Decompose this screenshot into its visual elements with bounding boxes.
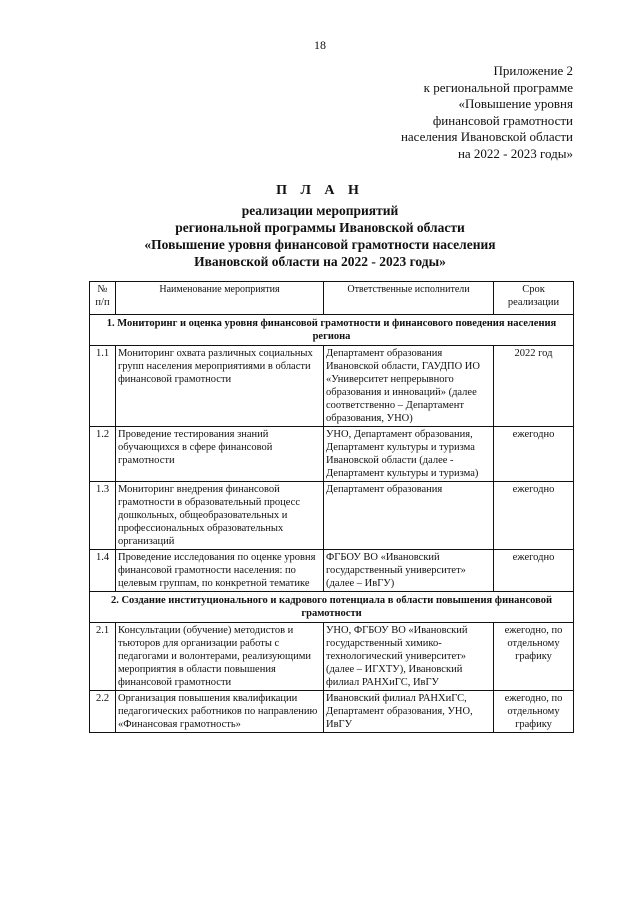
- row-num: 2.1: [90, 623, 116, 691]
- appendix-line: населения Ивановской области: [400, 129, 573, 144]
- row-num: 2.2: [90, 691, 116, 733]
- plan-subtitle-line: региональной программы Ивановской области: [175, 220, 465, 235]
- header-term: Срок реализации: [494, 282, 574, 315]
- section-title: 1. Мониторинг и оценка уровня финансовой грамотности и финансового поведения населения региона: [90, 315, 574, 346]
- row-term: ежегодно, по отдельному графику: [494, 691, 574, 733]
- row-term: ежегодно: [494, 550, 574, 592]
- row-name: Мониторинг внедрения финансовой грамотности в образовательный процесс дошкольных, общеобразовательных и профессиональных образовательных организаций: [116, 482, 324, 550]
- row-num: 1.3: [90, 482, 116, 550]
- plan-subtitle-line: «Повышение уровня финансовой грамотности населения: [144, 237, 496, 252]
- row-name: Организация повышения квалификации педагогических работников по направлению «Финансовая грамотность»: [116, 691, 324, 733]
- plan-title: П Л А Н: [276, 183, 364, 198]
- header-name: Наименование мероприятия: [116, 282, 324, 315]
- row-term: ежегодно: [494, 482, 574, 550]
- section-row: [90, 315, 574, 346]
- row-executors: УНО, Департамент образования, Департамент культуры и туризма Ивановской области (далее - Департамент культуры и туризма): [324, 427, 494, 482]
- row-name: Мониторинг охвата различных социальных групп населения мероприятиями в области финансовой грамотности: [116, 346, 324, 427]
- plan-subtitle-line: Ивановской области на 2022 - 2023 годы»: [194, 254, 446, 269]
- appendix-line: финансовой грамотности: [432, 112, 573, 128]
- plan-subtitle: [0, 202, 640, 270]
- row-term: 2022 год: [494, 346, 574, 427]
- row-executors: Департамент образования Ивановской области, ГАУДПО ИО «Университет непрерывного образования и инноваций» (далее соответственно – Департамент образования, УНО): [324, 346, 494, 427]
- table-row: [90, 346, 574, 427]
- row-executors: Департамент образования: [324, 482, 494, 550]
- header-num: № п/п: [90, 282, 116, 315]
- row-term: ежегодно, по отдельному графику: [494, 623, 574, 691]
- table-row: [90, 550, 574, 592]
- appendix-line: Приложение 2: [493, 63, 573, 78]
- table-row: [90, 482, 574, 550]
- table-row: [90, 623, 574, 691]
- appendix-block: [340, 63, 573, 162]
- row-name: Консультации (обучение) методистов и тьюторов для организации работы с педагогами и волонтерами, реализующими мероприятия в области повышения финансовой грамотности: [116, 623, 324, 691]
- appendix-line: «Повышение уровня: [458, 96, 573, 111]
- row-executors: УНО, ФГБОУ ВО «Ивановский государственный химико-технологический университет» (далее – ИГХТУ), Ивановский филиал РАНХиГС, ИвГУ: [324, 623, 494, 691]
- table-header-row: [90, 282, 574, 315]
- row-name: Проведение тестирования знаний обучающихся в сфере финансовой грамотности: [116, 427, 324, 482]
- row-executors: ФГБОУ ВО «Ивановский государственный университет» (далее – ИвГУ): [324, 550, 494, 592]
- section-row: [90, 592, 574, 623]
- appendix-line: к региональной программе: [423, 79, 573, 95]
- table-row: [90, 427, 574, 482]
- header-executors: Ответственные исполнители: [324, 282, 494, 315]
- plan-table: [89, 281, 574, 733]
- page-number: 18: [314, 38, 326, 52]
- table-row: [90, 691, 574, 733]
- plan-subtitle-line: реализации мероприятий: [241, 203, 399, 218]
- row-num: 1.2: [90, 427, 116, 482]
- row-term: ежегодно: [494, 427, 574, 482]
- row-executors: Ивановский филиал РАНХиГС, Департамент образования, УНО, ИвГУ: [324, 691, 494, 733]
- row-num: 1.4: [90, 550, 116, 592]
- section-title: 2. Создание институционального и кадрового потенциала в области повышения финансовой грамотности: [90, 592, 574, 623]
- appendix-line: на 2022 - 2023 годы»: [457, 145, 573, 161]
- row-name: Проведение исследования по оценке уровня финансовой грамотности населения: по целевым группам, по конкретной тематике: [116, 550, 324, 592]
- row-num: 1.1: [90, 346, 116, 427]
